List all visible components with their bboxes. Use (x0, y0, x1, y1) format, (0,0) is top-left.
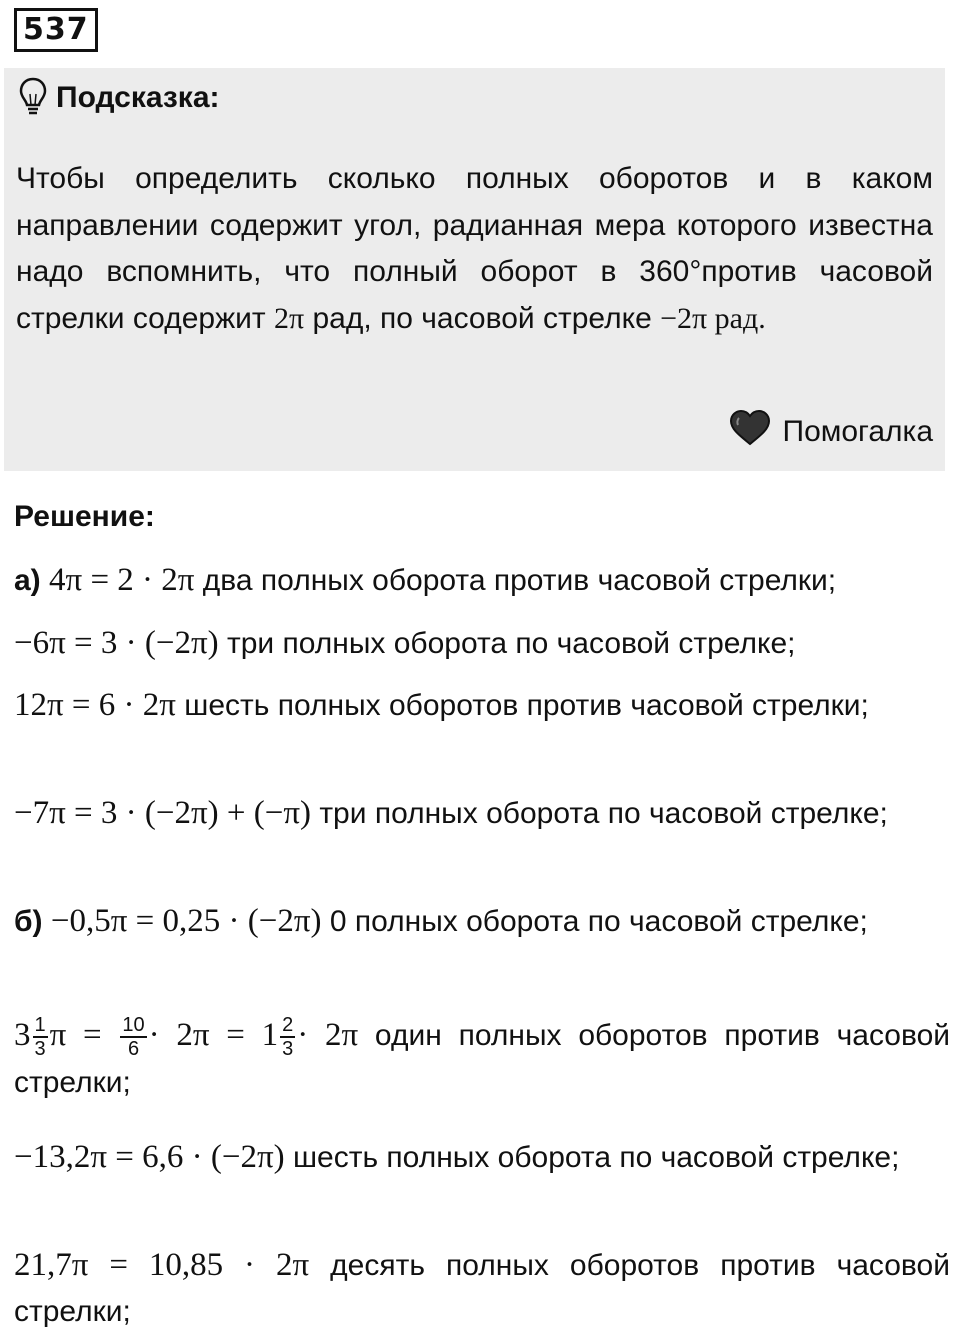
solution-line-3: 12π = 6 · 2π шесть полных оборотов против часовой стрелки; (14, 687, 869, 723)
fraction-1-3: $\frac{1}{3}$ (34, 1014, 46, 1061)
hint-title: Подсказка: (56, 81, 220, 114)
lightbulb-icon (18, 76, 48, 121)
hint-box (4, 68, 945, 471)
hint-text: Чтобы определить сколько полных оборотов и в каком направлении содержит угол, радианная мера которого известна надо вспомнить, что полный оборот в 360°против часовой стрелки содержит 2π рад, по часовой стрелке −2π рад. (16, 162, 933, 335)
solution-line-b: б) −0,5π = 0,25 · (−2π) 0 полных оборота по часовой стрелке; (14, 903, 868, 939)
solution-line-8: 21,7π = 10,85 · 2π десять полных оборотов против часовой стрелки; (14, 1247, 950, 1328)
credit-label: Помогалка (782, 415, 933, 448)
solution-line-7: −13,2π = 6,6 · (−2π) шесть полных оборота по часовой стрелке; (14, 1139, 900, 1175)
solution-line-4: −7π = 3 · (−2π) + (−π) три полных оборота по часовой стрелке; (14, 795, 888, 831)
hint-header (18, 76, 220, 120)
solution-line-a: а) 4π = 2 · 2π два полных оборота против часовой стрелки; (14, 562, 837, 598)
credit (729, 410, 934, 454)
fraction-2-3: $\frac{2}{3}$ (282, 1014, 294, 1061)
solution-title: Решение: (14, 500, 155, 533)
task-number: 537 (14, 8, 98, 52)
fraction-10-6: $\frac{10}{6}$ (122, 1014, 145, 1061)
heart-icon (729, 410, 771, 454)
solution-line-2: −6π = 3 · (−2π) три полных оборота по часовой стрелке; (14, 625, 796, 661)
solution-line-6: 3 $\frac{1}{3}$ π = $\frac{10}{6}$ · 2π = 1 $\frac{2}{3}$ · 2π один полных оборотов против часовой стрелки; (14, 1014, 951, 1100)
